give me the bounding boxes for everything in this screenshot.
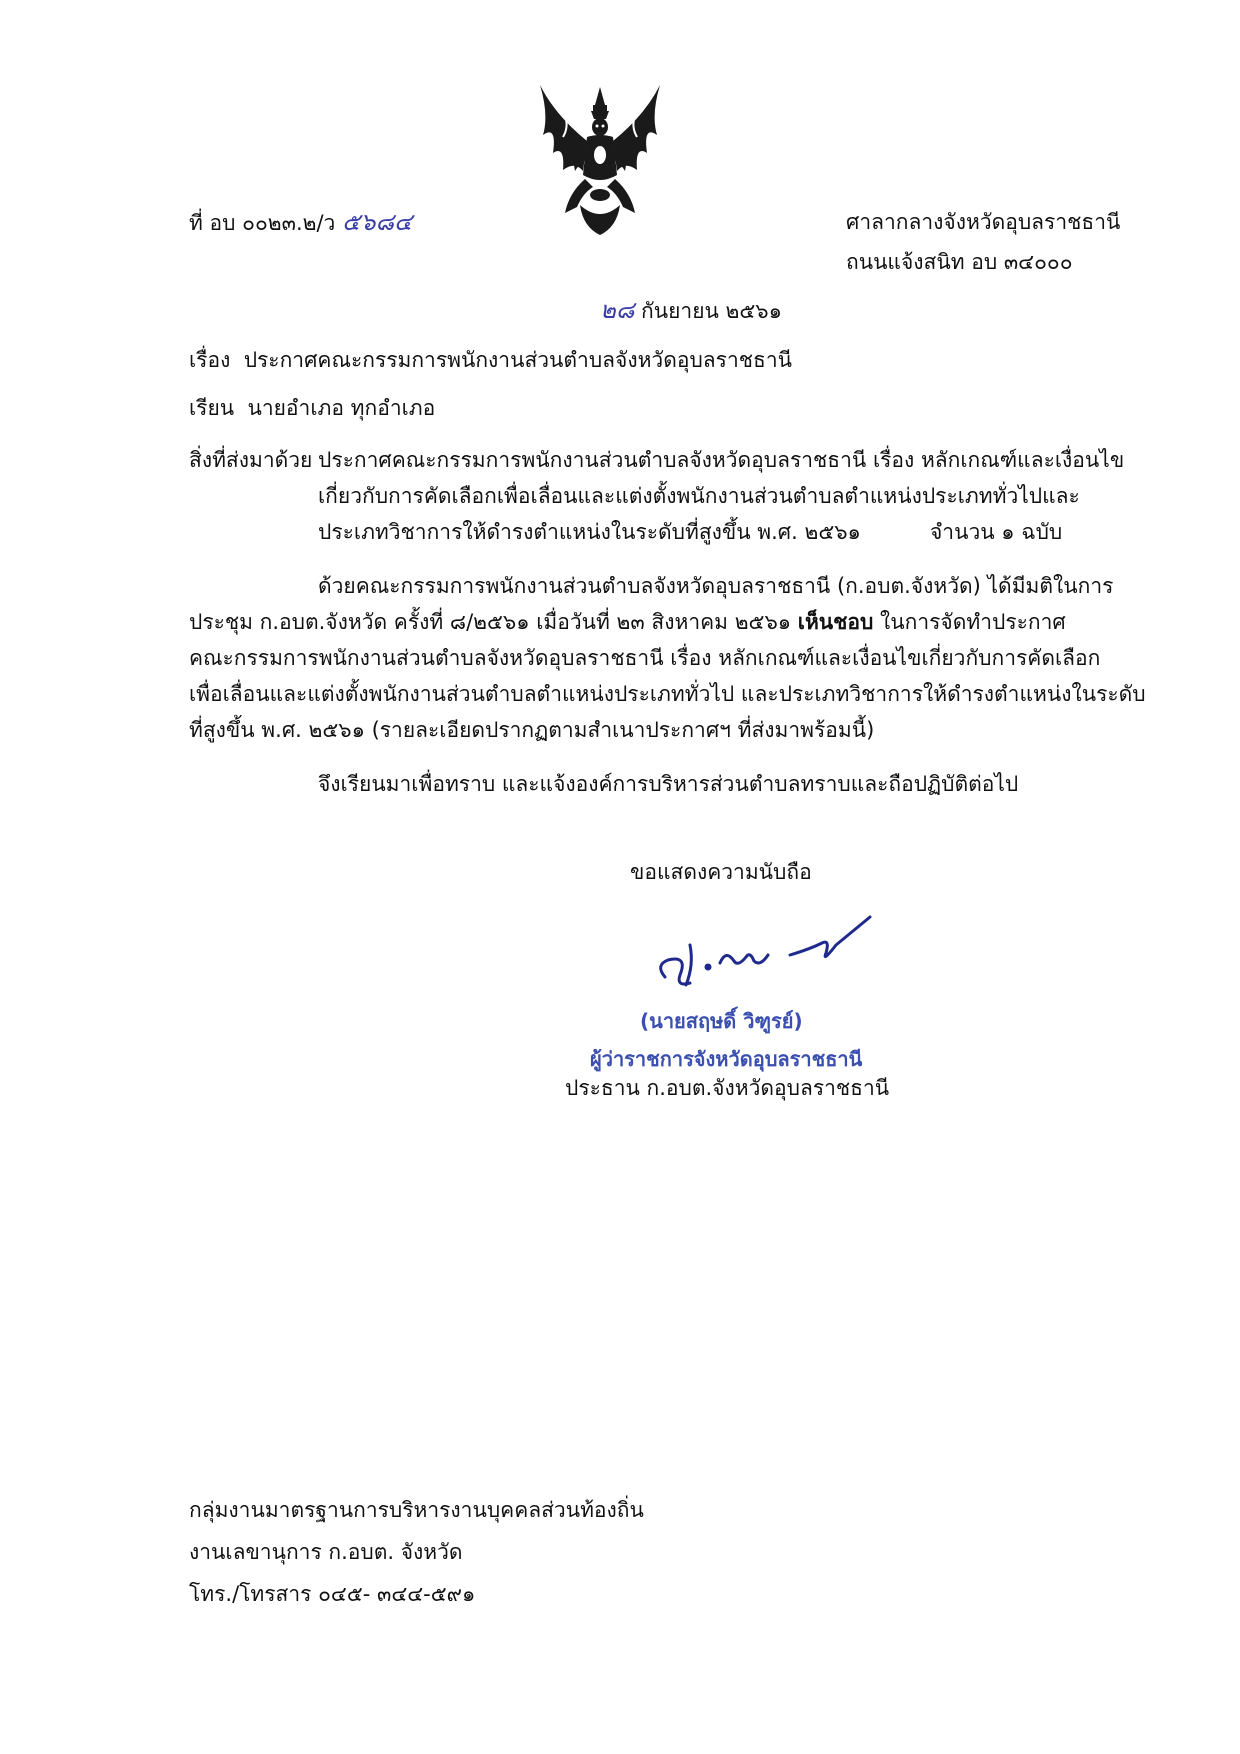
addressee-text: นายอำเภอ ทุกอำเภอ (247, 396, 436, 420)
date-day-handwritten: ๒๘ (600, 296, 635, 324)
office-address: ถนนแจ้งสนิท อบ ๓๔๐๐๐ (846, 250, 1073, 274)
office-name: ศาลากลางจังหวัดอุบลราชธานี (846, 210, 1121, 234)
body-paragraph-1-line-4: เพื่อเลื่อนและแต่งตั้งพนักงานส่วนตำบลตำแหน่งประเภททั่วไป และประเภทวิชาการให้ดำรงตำแหน่งในระดับ (189, 682, 1146, 706)
reference-handwritten-number: ๕๖๘๔ (342, 208, 413, 236)
subject-line (189, 345, 792, 375)
closing-salutation: ขอแสดงความนับถือ (630, 860, 812, 884)
enclosure-line-2: เกี่ยวกับการคัดเลือกเพื่อเลื่อนและแต่งตั้งพนักงานส่วนตำบลตำแหน่งประเภททั่วไปและ (318, 484, 1080, 508)
signer-position: ประธาน ก.อบต.จังหวัดอุบลราชธานี (565, 1076, 890, 1100)
enclosure-count: จำนวน ๑ ฉบับ (930, 520, 1063, 544)
body-text-segment: ประชุม ก.อบต.จังหวัด ครั้งที่ ๘/๒๕๖๑ เมื่อวันที่ ๒๓ สิงหาคม ๒๕๖๑ (189, 610, 798, 634)
body-paragraph-1-line-5: ที่สูงขึ้น พ.ศ. ๒๕๖๑ (รายละเอียดปรากฏตามสำเนาประกาศฯ ที่ส่งมาพร้อมนี้) (189, 718, 875, 742)
footer-section: งานเลขานุการ ก.อบต. จังหวัด (189, 1540, 463, 1564)
handwritten-signature-icon (650, 905, 880, 995)
stamp-title: ผู้ว่าราชการจังหวัดอุบลราชธานี (590, 1047, 863, 1071)
footer-department: กลุ่มงานมาตรฐานการบริหารงานบุคคลส่วนท้องถิ่น (189, 1498, 644, 1522)
addressee-line (189, 393, 435, 423)
body-paragraph-1-line-1: ด้วยคณะกรรมการพนักงานส่วนตำบลจังหวัดอุบลราชธานี (ก.อบต.จังหวัด) ได้มีมติในการ (318, 574, 1114, 598)
footer-phone: โทร./โทรสาร ๐๔๕- ๓๔๔-๕๙๑ (189, 1582, 476, 1606)
stamp-name: (นายสฤษดิ์ วิฑูรย์) (640, 1009, 803, 1033)
enclosure-label: สิ่งที่ส่งมาด้วย (189, 448, 313, 472)
reference-number (189, 207, 412, 238)
addressee-label: เรียน (189, 396, 235, 420)
garuda-emblem-icon (535, 75, 665, 240)
enclosure-line-1: ประกาศคณะกรรมการพนักงานส่วนตำบลจังหวัดอุบลราชธานี เรื่อง หลักเกณฑ์และเงื่อนไข (318, 448, 1125, 472)
letter-date (600, 295, 782, 326)
body-text-segment: ในการจัดทำประกาศ (873, 610, 1066, 634)
body-paragraph-2: จึงเรียนมาเพื่อทราบ และแจ้งองค์การบริหารส่วนตำบลทราบและถือปฏิบัติต่อไป (318, 772, 1019, 796)
reference-label: ที่ อบ ๐๐๒๓.๒/ว (189, 211, 336, 235)
enclosure-line-3: ประเภทวิชาการให้ดำรงตำแหน่งในระดับที่สูงขึ้น พ.ศ. ๒๕๖๑ (318, 520, 861, 544)
subject-label: เรื่อง (189, 348, 231, 372)
date-month-year: กันยายน ๒๕๖๑ (641, 299, 782, 323)
body-paragraph-1-line-2 (189, 607, 1066, 637)
body-paragraph-1-line-3: คณะกรรมการพนักงานส่วนตำบลจังหวัดอุบลราชธานี เรื่อง หลักเกณฑ์และเงื่อนไขเกี่ยวกับการคัดเลือก (189, 646, 1101, 670)
body-bold-approval: เห็นชอบ (797, 610, 874, 634)
subject-text: ประกาศคณะกรรมการพนักงานส่วนตำบลจังหวัดอุบลราชธานี (243, 348, 792, 372)
